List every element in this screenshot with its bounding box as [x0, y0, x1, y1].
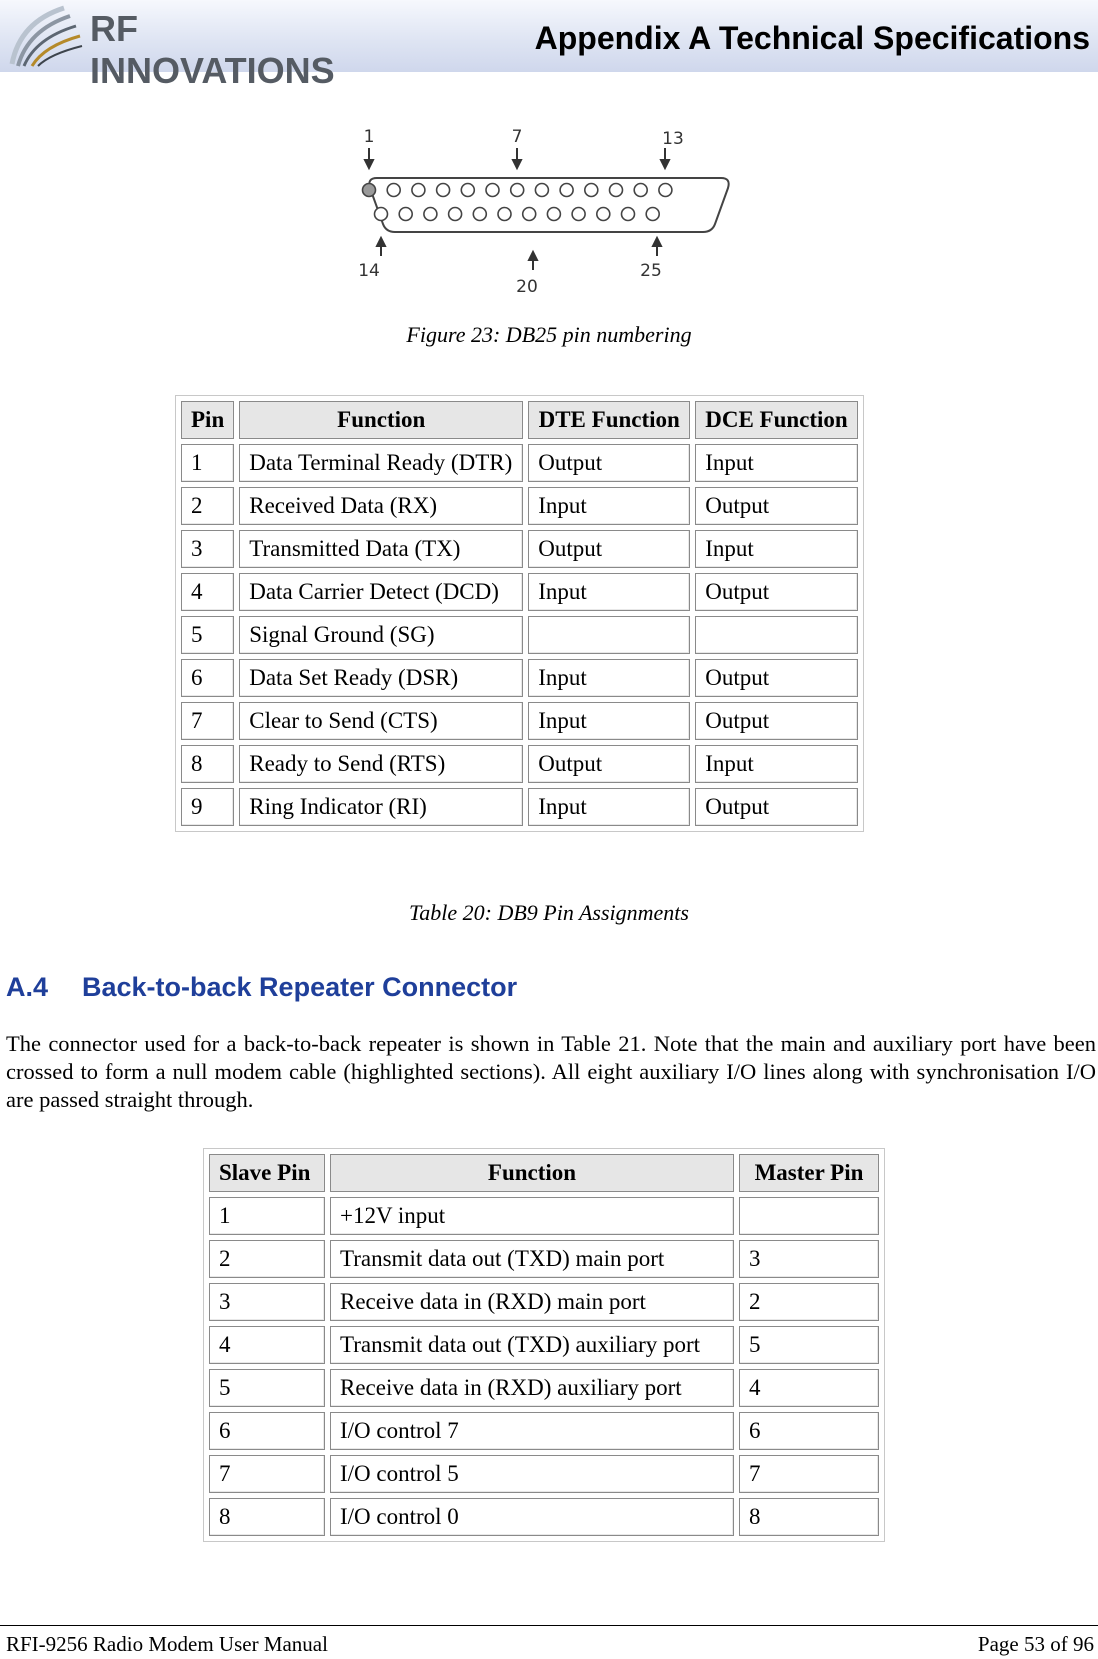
- logo-text: RF INNOVATIONS: [90, 8, 335, 91]
- table-header-row: [181, 401, 858, 439]
- db25-pin: [585, 184, 598, 197]
- table-cell: Signal Ground (SG): [239, 616, 523, 654]
- pin-label-1: 1: [363, 127, 375, 147]
- db25-pin: [363, 184, 376, 197]
- paragraph-text: The connector used for a back-to-back repeater is shown in Table 21. Note that the main and auxiliary port have been crossed to form a null modem cable (highlighted sections). All eight auxiliary I/O lines along with synchronisation I/O are passed straight through.: [6, 1031, 1096, 1112]
- table-cell: 2: [739, 1283, 879, 1321]
- table-cell: 2: [181, 487, 234, 525]
- table-cell: Receive data in (RXD) main port: [330, 1283, 734, 1321]
- db25-pin: [486, 184, 499, 197]
- footer-page-number: Page 53 of 96: [977, 1632, 1094, 1656]
- table-row: [209, 1369, 879, 1407]
- table-cell: Receive data in (RXD) auxiliary port: [330, 1369, 734, 1407]
- column-header-slave-pin: Slave Pin: [209, 1154, 325, 1192]
- table-cell: 7: [181, 702, 234, 740]
- db25-pin: [424, 208, 437, 221]
- footer-rule: [0, 1625, 1098, 1626]
- table-row: [181, 573, 858, 611]
- pin-label-20: 20: [516, 277, 538, 297]
- table-cell: [695, 616, 858, 654]
- table-cell: 3: [739, 1240, 879, 1278]
- db25-pin: [511, 184, 524, 197]
- table-row: [181, 745, 858, 783]
- table-cell: Input: [528, 788, 690, 826]
- table-row: [209, 1455, 879, 1493]
- column-header-master-pin: Master Pin: [739, 1154, 879, 1192]
- table-cell: 3: [209, 1283, 325, 1321]
- table-row: [181, 788, 858, 826]
- section-number: A.4: [6, 972, 49, 1002]
- db25-pin: [412, 184, 425, 197]
- table-cell: Input: [528, 659, 690, 697]
- column-header-dte: DTE Function: [528, 401, 690, 439]
- pin-13-arrowhead: [661, 160, 669, 168]
- table-cell: Transmit data out (TXD) main port: [330, 1240, 734, 1278]
- footer-document-title: RFI-9256 Radio Modem User Manual: [6, 1632, 328, 1656]
- table-cell: 7: [209, 1455, 325, 1493]
- table-cell: Clear to Send (CTS): [239, 702, 523, 740]
- table-cell: 1: [209, 1197, 325, 1235]
- table-cell: Input: [695, 444, 858, 482]
- table-row: [181, 702, 858, 740]
- table-cell: 8: [181, 745, 234, 783]
- db25-pin: [399, 208, 412, 221]
- column-header-pin: Pin: [181, 401, 234, 439]
- table-cell: Data Set Ready (DSR): [239, 659, 523, 697]
- table-cell: Output: [528, 530, 690, 568]
- table-cell: 8: [209, 1498, 325, 1536]
- company-logo: [6, 2, 366, 91]
- column-header-dce: DCE Function: [695, 401, 858, 439]
- db9-pin-table: [175, 395, 864, 832]
- table-cell: Transmit data out (TXD) auxiliary port: [330, 1326, 734, 1364]
- table-row: [181, 530, 858, 568]
- table-cell: 5: [209, 1369, 325, 1407]
- pin-label-13: 13: [662, 129, 684, 149]
- table-cell: Data Carrier Detect (DCD): [239, 573, 523, 611]
- db25-pin: [560, 184, 573, 197]
- table-cell: I/O control 5: [330, 1455, 734, 1493]
- db25-pin: [646, 208, 659, 221]
- table-cell: [739, 1197, 879, 1235]
- section-title: Back-to-back Repeater Connector: [82, 972, 518, 1002]
- db25-pin: [535, 184, 548, 197]
- table-cell: 8: [739, 1498, 879, 1536]
- db25-pin: [461, 184, 474, 197]
- db25-connector-diagram: [358, 126, 735, 316]
- table-header-row: [209, 1154, 879, 1192]
- table-cell: Input: [528, 573, 690, 611]
- table-cell: 5: [181, 616, 234, 654]
- section-heading: [6, 972, 517, 1003]
- db25-pin: [387, 184, 400, 197]
- table-cell: Input: [528, 487, 690, 525]
- table-cell: Output: [695, 702, 858, 740]
- table-cell: 4: [181, 573, 234, 611]
- column-header-function: Function: [330, 1154, 734, 1192]
- pin-7-arrowhead: [513, 160, 521, 168]
- pin-14-arrowhead: [377, 238, 385, 246]
- pin-1-arrowhead: [365, 160, 373, 168]
- table-row: [209, 1283, 879, 1321]
- db25-pin: [597, 208, 610, 221]
- table-row: [209, 1326, 879, 1364]
- figure-caption: Figure 23: DB25 pin numbering: [406, 322, 692, 347]
- pin-label-7: 7: [511, 127, 523, 147]
- db25-figure: [358, 126, 735, 316]
- db25-pin: [437, 184, 450, 197]
- table-cell: Ready to Send (RTS): [239, 745, 523, 783]
- table-row: [181, 659, 858, 697]
- table-cell: Output: [695, 788, 858, 826]
- table-cell: Input: [695, 530, 858, 568]
- table-cell: Ring Indicator (RI): [239, 788, 523, 826]
- table-cell: Input: [528, 702, 690, 740]
- table-cell: 6: [181, 659, 234, 697]
- table-cell: 6: [739, 1412, 879, 1450]
- table-row: [209, 1240, 879, 1278]
- db25-pin: [473, 208, 486, 221]
- table-row: [181, 487, 858, 525]
- table-cell: Transmitted Data (TX): [239, 530, 523, 568]
- table-cell: 5: [739, 1326, 879, 1364]
- table-cell: 4: [739, 1369, 879, 1407]
- table-cell: +12V input: [330, 1197, 734, 1235]
- db25-pin: [375, 208, 388, 221]
- table-row: [181, 616, 858, 654]
- db25-pin: [547, 208, 560, 221]
- db25-pin: [449, 208, 462, 221]
- logo-swoosh-icon: [6, 2, 86, 70]
- section-paragraph: [6, 1030, 1096, 1114]
- table-cell: Output: [695, 487, 858, 525]
- table-row: [209, 1498, 879, 1536]
- pin-25-arrowhead: [653, 238, 661, 246]
- db25-pin: [523, 208, 536, 221]
- table-cell: Output: [695, 659, 858, 697]
- table-cell: 1: [181, 444, 234, 482]
- pin-label-14: 14: [358, 261, 380, 281]
- table-cell: I/O control 7: [330, 1412, 734, 1450]
- pin-20-arrowhead: [529, 252, 537, 260]
- db25-pin: [634, 184, 647, 197]
- db25-pin: [659, 184, 672, 197]
- table-cell: Output: [528, 745, 690, 783]
- table-cell: 3: [181, 530, 234, 568]
- page-header: [0, 0, 1098, 91]
- column-header-function: Function: [239, 401, 523, 439]
- table-row: [181, 444, 858, 482]
- table-cell: 4: [209, 1326, 325, 1364]
- table-cell: 9: [181, 788, 234, 826]
- header-title: Appendix A Technical Specifications: [534, 20, 1090, 56]
- table-cell: 7: [739, 1455, 879, 1493]
- table-cell: I/O control 0: [330, 1498, 734, 1536]
- table-cell: Input: [695, 745, 858, 783]
- table-cell: 2: [209, 1240, 325, 1278]
- table-cell: Data Terminal Ready (DTR): [239, 444, 523, 482]
- table-caption: Table 20: DB9 Pin Assignments: [409, 900, 689, 925]
- pin-label-25: 25: [640, 261, 662, 281]
- table-cell: Received Data (RX): [239, 487, 523, 525]
- db25-pin: [610, 184, 623, 197]
- table-cell: [528, 616, 690, 654]
- table-row: [209, 1197, 879, 1235]
- table-cell: Output: [695, 573, 858, 611]
- db25-pin: [498, 208, 511, 221]
- table-cell: 6: [209, 1412, 325, 1450]
- db25-pin: [622, 208, 635, 221]
- repeater-connector-table: [203, 1148, 885, 1542]
- db25-pin: [572, 208, 585, 221]
- table-row: [209, 1412, 879, 1450]
- table-cell: Output: [528, 444, 690, 482]
